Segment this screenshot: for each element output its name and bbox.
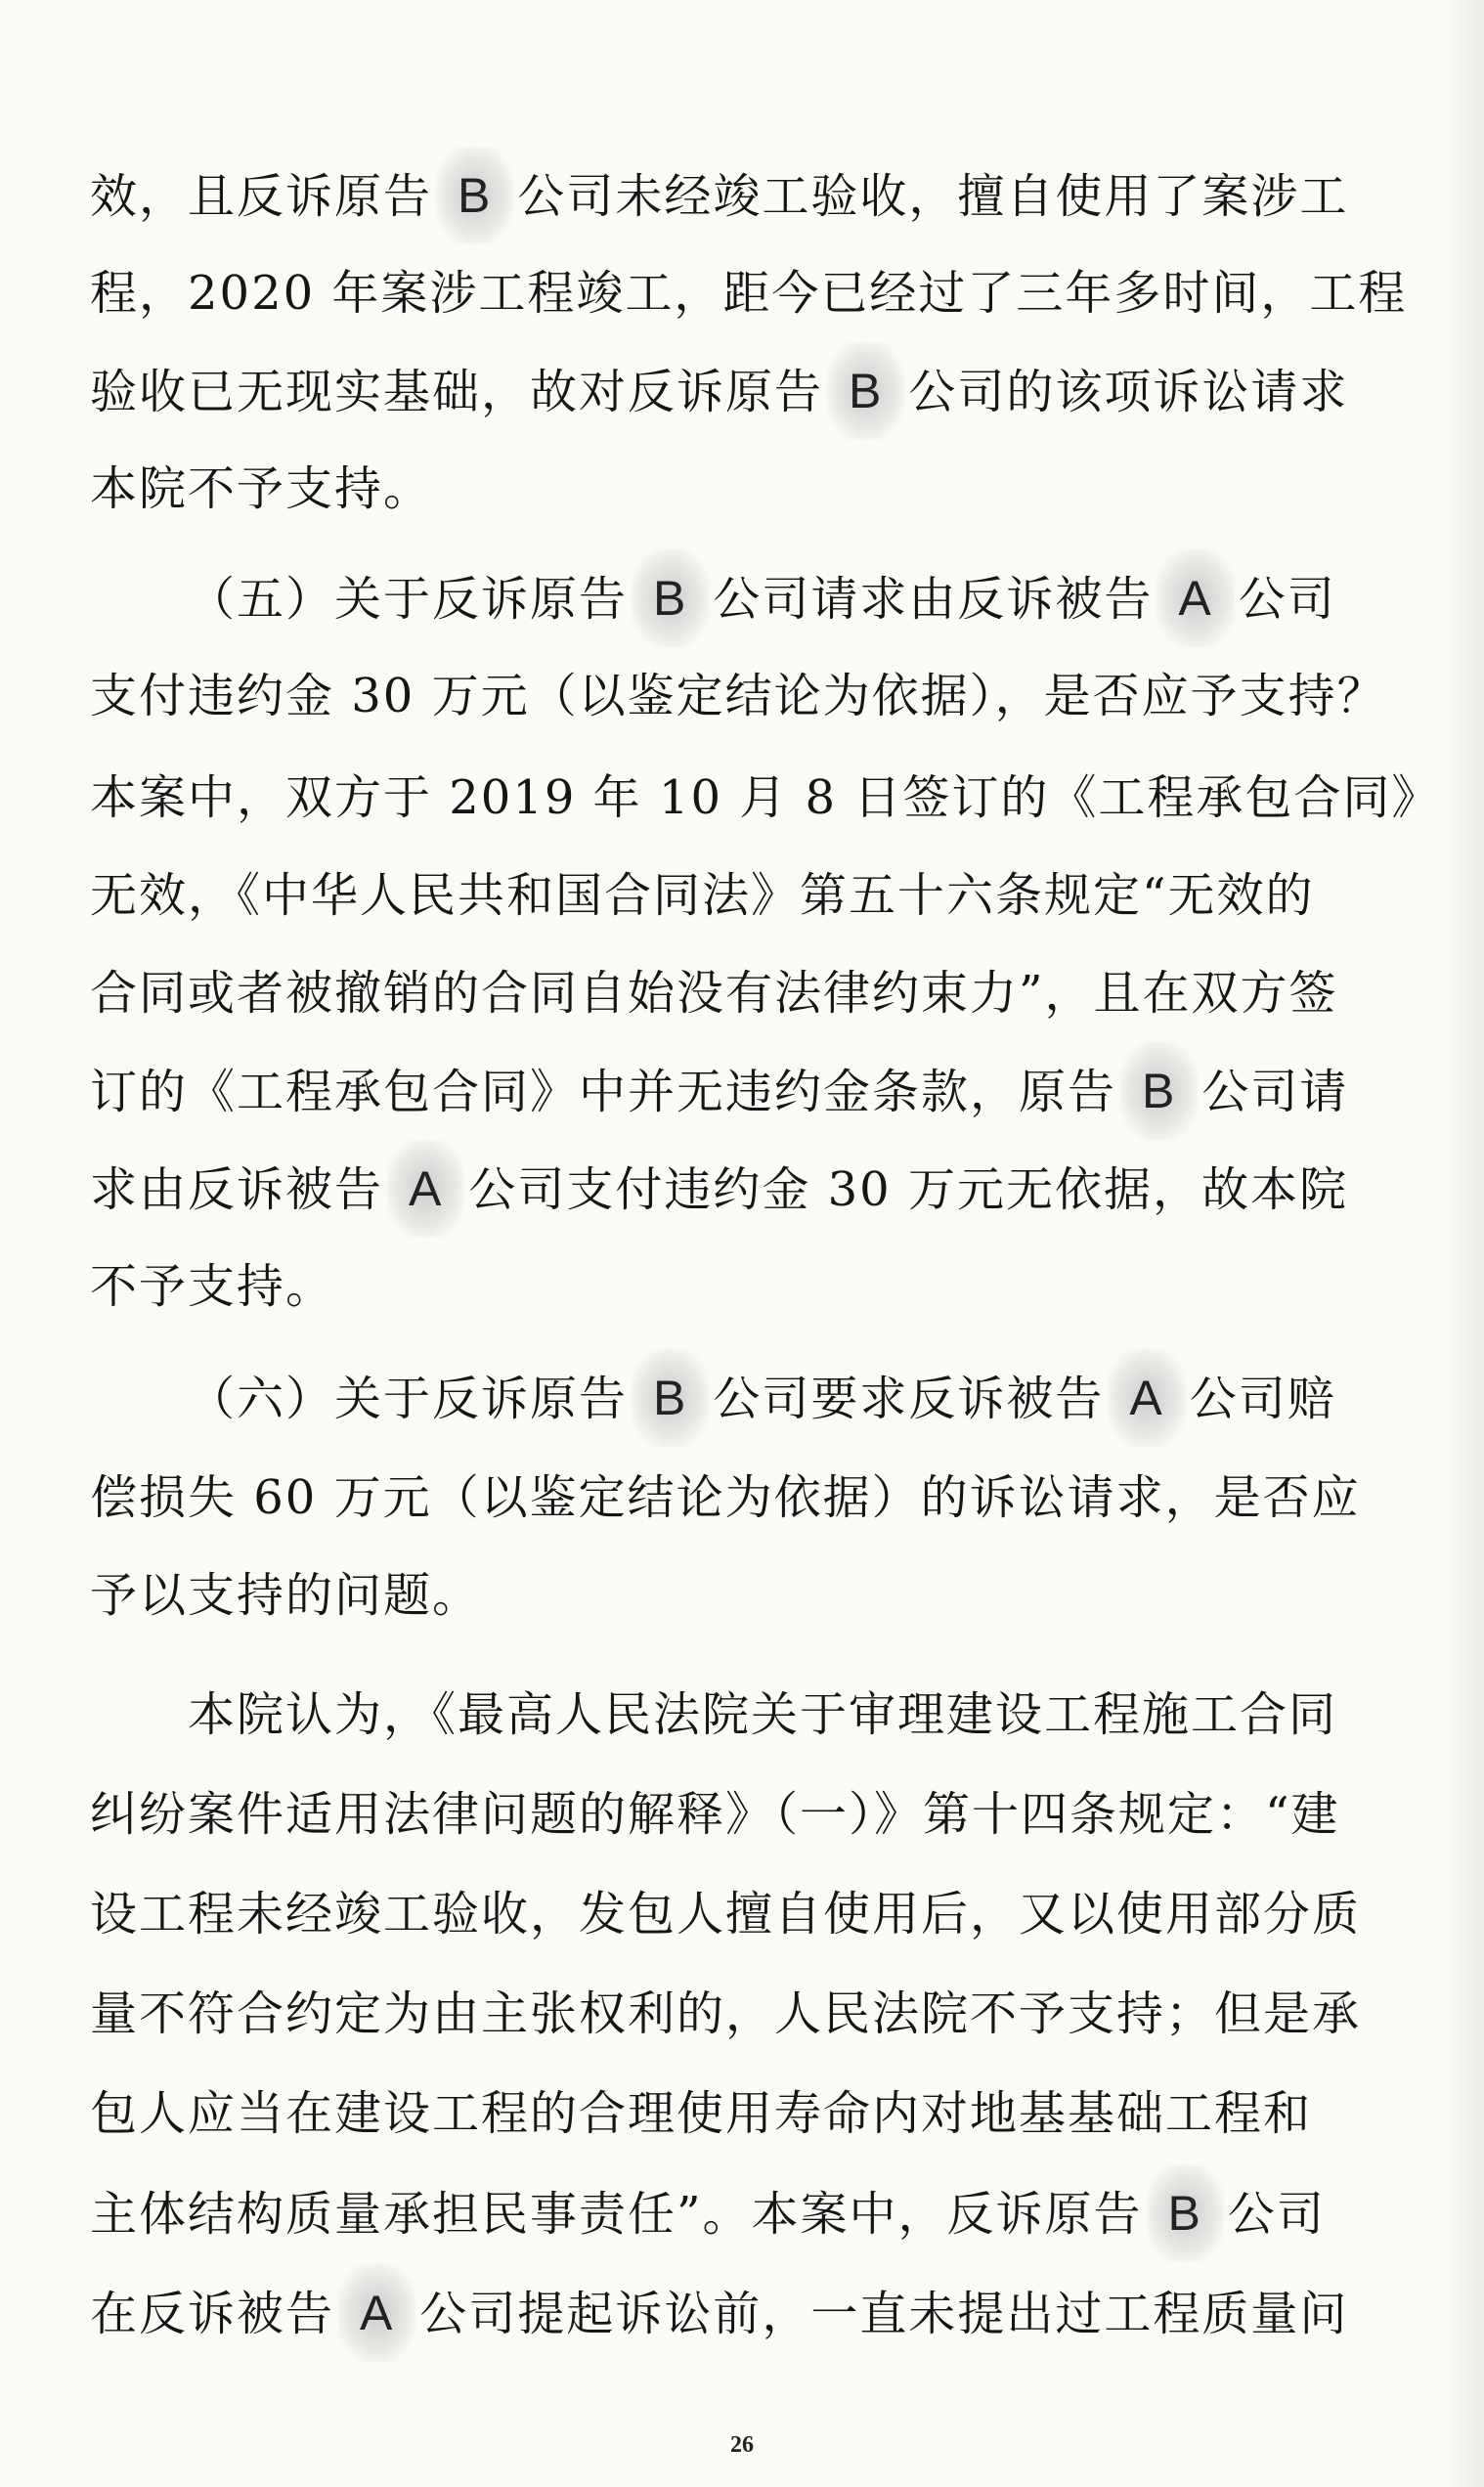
redacted-party-b: B [632,549,709,647]
text-line: 订的《工程承包合同》中并无违约金条款，原告 B 公司请 [90,1042,1406,1140]
redacted-party-a: A [1108,1349,1185,1447]
redacted-party-b: B [1120,1042,1198,1140]
text-line: 纠纷案件适用法律问题的解释》（一）》第十四条规定：“建 [90,1787,1340,1842]
section-heading-6: （六）关于反诉原告 B 公司要求反诉被告 A 公司赔 [188,1349,1406,1447]
redacted-party-a: A [338,2264,415,2362]
text-line: 验收已无现实基础，故对反诉原告 B 公司的该项诉讼请求 [90,342,1406,440]
redacted-party-b: B [827,342,904,440]
text-line: 偿损失 60 万元（以鉴定结论为依据）的诉讼请求，是否应 [90,1470,1361,1525]
text-line: 本院不予支持。 [90,461,433,516]
text-line: 主体结构质量承担民事责任”。本案中，反诉原告 B 公司 [90,2164,1406,2262]
text-line: 包人应当在建设工程的合理使用寿命内对地基基础工程和 [90,2086,1313,2141]
text-line: 设工程未经竣工验收，发包人擅自使用后，又以使用部分质 [90,1887,1362,1942]
text-line: 程，2020 年案涉工程竣工，距今已经过了三年多时间，工程 [90,266,1408,321]
text-line: 予以支持的问题。 [90,1568,482,1623]
text-line: 本院认为，《最高人民法院关于审理建设工程施工合同 [188,1687,1338,1742]
redacted-party-b: B [1147,2164,1224,2262]
text-line: 无效，《中华人民共和国合同法》第五十六条规定“无效的 [90,868,1315,923]
section-heading-5: （五）关于反诉原告 B 公司请求由反诉被告 A 公司 [188,549,1406,647]
text-line: 支付违约金 30 万元（以鉴定结论为依据），是否应予支持？ [90,669,1386,723]
text-line: 本案中，双方于 2019 年 10 月 8 日签订的《工程承包合同》 [90,770,1441,825]
redacted-party-b: B [436,147,513,244]
page-edge-shadow [1445,0,1484,2487]
redacted-party-b: B [632,1349,709,1447]
text-line: 不予支持。 [90,1259,335,1314]
text-line: 在反诉被告 A 公司提起诉讼前，一直未提出过工程质量问 [90,2264,1406,2362]
text-line: 合同或者被撤销的合同自始没有法律约束力”，且在双方签 [90,966,1338,1021]
text-line: 量不符合约定为由主张权利的，人民法院不予支持；但是承 [90,1986,1362,2041]
page-number: 26 [730,2432,754,2458]
text-line: 求由反诉被告 A 公司支付违约金 30 万元无依据，故本院 [90,1140,1406,1238]
redacted-party-a: A [1157,549,1234,647]
redacted-party-a: A [387,1140,464,1238]
text-line: 效，且反诉原告 B 公司未经竣工验收，擅自使用了案涉工 [90,147,1406,244]
